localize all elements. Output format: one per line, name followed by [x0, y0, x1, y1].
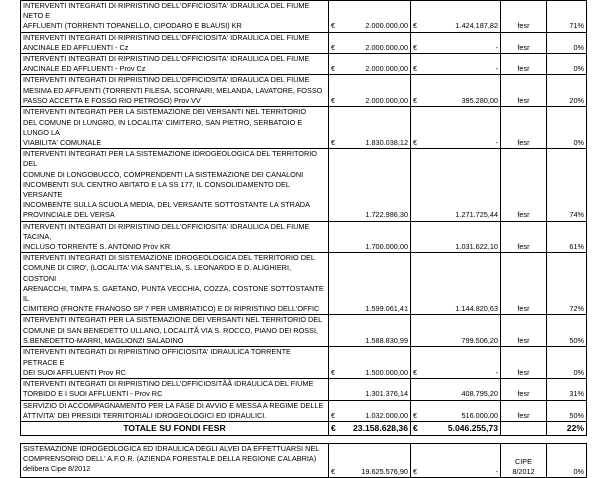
amount-spent: 799.506,20	[421, 315, 501, 347]
currency-symbol-budget: €	[329, 400, 339, 421]
project-description: INTERVENTI INTEGRATI DI RIPRISTINO DELL'OFFICIOSITA' IDRAULICA DEL FIUME ANCINALE ED AFFLUENTI - Cz	[21, 32, 329, 53]
percent-complete: 61%	[547, 221, 587, 253]
amount-budget: 1.700.000,00	[339, 221, 411, 253]
currency-symbol-spent	[411, 253, 421, 315]
fund-source: fesr	[501, 1, 547, 33]
project-description: SERVIZIO DI ACCOMPAGNAMENTO PER LA FASE DI AVVIO E MESSA A REGIME DELLE ATTIVITA' DEI PRESIDI TERRITORIALI IDROGEOLOGICI ED IDRAULICI.	[21, 400, 329, 421]
fund-source: fesr	[501, 107, 547, 149]
amount-budget: 1.722.986,30	[339, 149, 411, 221]
currency-symbol-budget: €	[329, 54, 339, 75]
amount-budget: 2.000.000,00	[339, 75, 411, 107]
percent-complete: 72%	[547, 253, 587, 315]
project-description: INTERVENTI INTEGRATI PER LA SISTEMAZIONE DEI VERSANTI NEL TERRITORIO DEL COMUNE DI LUNGRO, IN LOCALITA' CIMITERO, SAN PIETRO, SERBATOIO E LUNGO LA VIABILITA' COMUNALE	[21, 107, 329, 149]
fund-source: fesr	[501, 315, 547, 347]
amount-budget: 1.588.830,99	[339, 315, 411, 347]
fund-source: fesr	[501, 75, 547, 107]
table-row	[21, 253, 587, 315]
currency-symbol-spent: €	[411, 54, 421, 75]
currency-symbol-spent: €	[411, 1, 421, 33]
cipe-row	[21, 443, 587, 477]
amount-budget: 2.000.000,00	[339, 54, 411, 75]
amount-spent: -	[421, 32, 501, 53]
total-fund	[501, 421, 547, 435]
project-description: INTERVENTI INTEGRATI DI RIPRISTINO DELL'OFFICIOSITÃÃ IDRAULICA DEL FIUME TORBIDO E I SUOI AFFLUENTI - Prov RC	[21, 379, 329, 400]
total-percent: 22%	[547, 421, 587, 435]
cipe-description: SISTEMAZIONE IDROGEOLOGICA ED IDRAULICA DEGLI ALVEI DA EFFETTUARSI NEL COMPRENSORIO DELL' A.F.O.R. (AZIENDA FORESTALE DELLA REGIONE CALABRIA) delibera Cipe 8/2012	[21, 443, 329, 477]
amount-spent: 395.280,00	[421, 75, 501, 107]
cipe-amount-budget: 19.625.576,90	[339, 443, 411, 477]
project-description: INTERVENTI INTEGRATI DI RIPRISTINO DELL'OFFICIOSITA' IDRAULICA DEL FIUME TACINA, INCLUSO TORRENTE S. ANTONIO Prov KR	[21, 221, 329, 253]
currency-symbol-budget: €	[329, 347, 339, 379]
percent-complete: 0%	[547, 54, 587, 75]
cipe-amount-spent: -	[421, 443, 501, 477]
amount-budget: 1.830.038,12	[339, 107, 411, 149]
total-currency-2: €	[411, 421, 421, 435]
percent-complete: 31%	[547, 379, 587, 400]
amount-budget: 1.301.376,14	[339, 379, 411, 400]
currency-symbol-spent: €	[411, 32, 421, 53]
amount-budget: 1.032.000,00	[339, 400, 411, 421]
currency-symbol-budget	[329, 149, 339, 221]
table-row	[21, 107, 587, 149]
total-row	[21, 421, 587, 435]
cipe-fund: CIPE 8/2012	[501, 443, 547, 477]
percent-complete: 0%	[547, 32, 587, 53]
total-amount-spent: 5.046.255,73	[421, 421, 501, 435]
amount-spent: 1.144.820,63	[421, 253, 501, 315]
cipe-currency-1: €	[329, 443, 339, 477]
currency-symbol-spent: €	[411, 107, 421, 149]
currency-symbol-budget	[329, 379, 339, 400]
percent-complete: 20%	[547, 75, 587, 107]
table-row	[21, 149, 587, 221]
currency-symbol-spent: €	[411, 400, 421, 421]
table-row	[21, 347, 587, 379]
fund-source: fesr	[501, 347, 547, 379]
percent-complete: 0%	[547, 347, 587, 379]
fund-source: fesr	[501, 253, 547, 315]
amount-spent: -	[421, 54, 501, 75]
currency-symbol-budget	[329, 253, 339, 315]
funding-table	[20, 0, 587, 478]
amount-budget: 1.599.061,41	[339, 253, 411, 315]
currency-symbol-spent	[411, 149, 421, 221]
amount-spent: 408.795,20	[421, 379, 501, 400]
table-row	[21, 315, 587, 347]
total-currency-1: €	[329, 421, 339, 435]
fund-source: fesr	[501, 54, 547, 75]
percent-complete: 74%	[547, 149, 587, 221]
table-row	[21, 379, 587, 400]
table-row	[21, 32, 587, 53]
cipe-currency-2: €	[411, 443, 421, 477]
fund-source: fesr	[501, 32, 547, 53]
currency-symbol-budget: €	[329, 107, 339, 149]
funding-table-wrapper	[20, 0, 586, 478]
cipe-percent: 0%	[547, 443, 587, 477]
amount-budget: 2.000.000,00	[339, 32, 411, 53]
table-row	[21, 54, 587, 75]
currency-symbol-spent	[411, 379, 421, 400]
percent-complete: 71%	[547, 1, 587, 33]
table-row	[21, 221, 587, 253]
fund-source: fesr	[501, 149, 547, 221]
currency-symbol-budget: €	[329, 1, 339, 33]
project-description: INTERVENTI INTEGRATI DI RIPRISTINO OFFICIOSITA' IDRAULICA TORRENTE PETRACE E DEI SUOI AFFLUENTI Prov RC	[21, 347, 329, 379]
amount-budget: 1.500.000,00	[339, 347, 411, 379]
amount-spent: -	[421, 347, 501, 379]
currency-symbol-budget	[329, 221, 339, 253]
project-description: INTERVENTI INTEGRATI DI RIPRISTINO DELL'OFFICIOSITA' IDRAULICA DEL FIUME ANCINALE ED AFFLUENTI - Prov Cz	[21, 54, 329, 75]
project-description: INTERVENTI INTEGRATI DI SISTEMAZIONE IDROGEOLOGICA DEL TERRITORIO DEL COMUNE DI CIRO', (LOCALITA' VIA SANT'ELIA, S. LEONARDO E D. ALIGHIERI, COSTONI ARENACCHI, TIMPA S. GAETANO, PUNTA VECCHIA, COZZA, COSTONE SOTTOSTANTE IL CIMITERO (FRONTE FRANOSO SP 7 PER UMBRIATICO) E DI RIPRISTINO DELL'OFFIC	[21, 253, 329, 315]
currency-symbol-spent	[411, 221, 421, 253]
project-description: INTERVENTI INTEGRATI DI RIPRISTINO DELL'OFFICIOSITA' IDRAULICA DEL FIUME MESIMA ED AFFUENTI (TORRENTI FILESA, SCORNARI, MELANDA, LAVATORE, FOSSO PASSO ACCETTA E FOSSO RIO PETROSO) Prov VV	[21, 75, 329, 107]
percent-complete: 0%	[547, 107, 587, 149]
total-amount-budget: 23.158.628,36	[339, 421, 411, 435]
percent-complete: 50%	[547, 400, 587, 421]
amount-spent: 1.031.622,10	[421, 221, 501, 253]
project-rows	[21, 1, 587, 422]
fund-source: fesr	[501, 400, 547, 421]
amount-budget: 2.000.000,00	[339, 1, 411, 33]
currency-symbol-spent: €	[411, 75, 421, 107]
currency-symbol-spent: €	[411, 347, 421, 379]
percent-complete: 50%	[547, 315, 587, 347]
currency-symbol-spent	[411, 315, 421, 347]
fund-source: fesr	[501, 221, 547, 253]
project-description: INTERVENTI INTEGRATI PER LA SISTEMAZIONE DEI VERSANTI NEL TERRITORIO DEL COMUNE DI SAN BENEDETTO ULLANO, LOCALITÃ VIA S. ROCCO, PIANO DEI ROSSI, S.BENEDETTO-MARRI, MAGLIONZI SALADINO	[21, 315, 329, 347]
table-row	[21, 1, 587, 33]
amount-spent: 1.271.725,44	[421, 149, 501, 221]
amount-spent: 1.424.187,82	[421, 1, 501, 33]
currency-symbol-budget	[329, 315, 339, 347]
amount-spent: 516.000,00	[421, 400, 501, 421]
project-description: INTERVENTI INTEGRATI PER LA SISTEMAZIONE IDROGEOLOGICA DEL TERRITORIO DEL COMUNE DI LONGOBUCCO, COMPRENDENTI LA SISTEMAZIONE DEI CANALONI INCOMBENTI SUL CENTRO ABITATO E LA SS 177, IL CONSOLIDAMENTO DEL VERSANTE INCOMBENTE SULLA SCUOLA MEDIA, DEL VERSANTE SOTTOSTANTE LA STRADA PROVINCIALE DEL VERSA	[21, 149, 329, 221]
currency-symbol-budget: €	[329, 75, 339, 107]
table-row	[21, 75, 587, 107]
spacer-row	[21, 435, 587, 443]
project-description: INTERVENTI INTEGRATI DI RIPRISTINO DELL'OFFICIOSITA' IDRAULICA DEL FIUME NETO E AFFLUENTI (TORRENTI TOPANELLO, CIPODARO E BLAUSI) KR	[21, 1, 329, 33]
table-row	[21, 400, 587, 421]
amount-spent: -	[421, 107, 501, 149]
total-label: TOTALE SU FONDI FESR	[21, 421, 329, 435]
currency-symbol-budget: €	[329, 32, 339, 53]
fund-source: fesr	[501, 379, 547, 400]
